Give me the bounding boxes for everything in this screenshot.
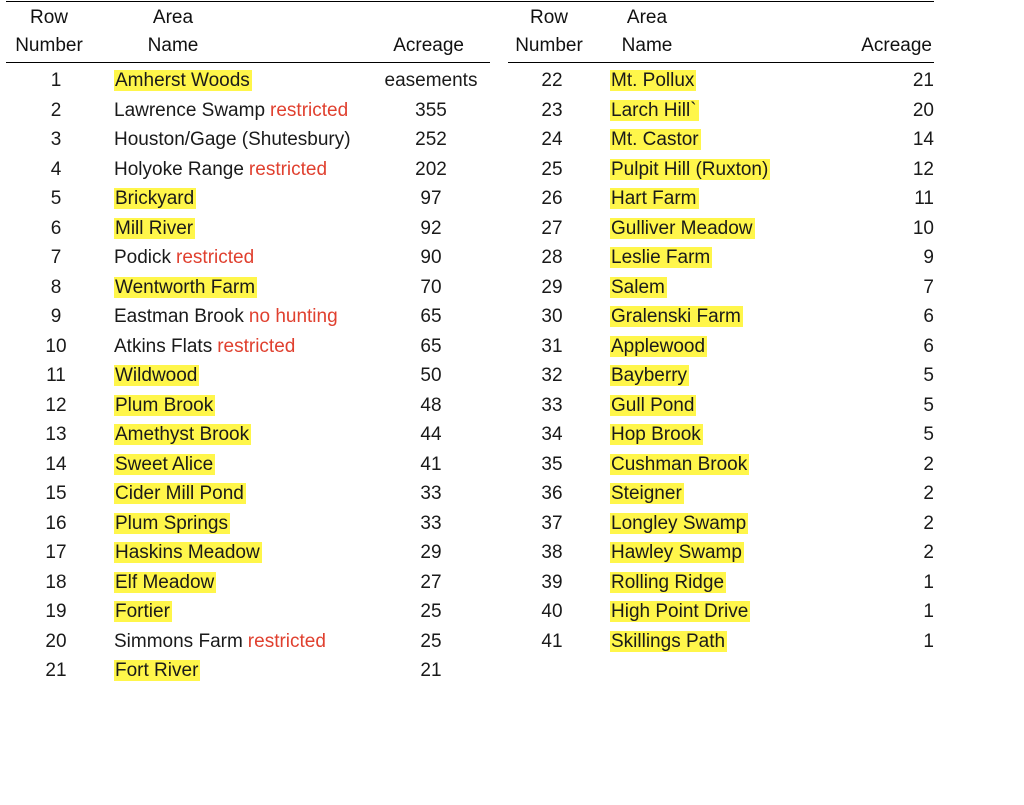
acreage-value: 97 (420, 188, 442, 209)
area-name-cell (610, 273, 667, 302)
table-row (0, 302, 934, 331)
header-rule-right (508, 62, 934, 63)
area-name: Sweet Alice (115, 453, 214, 475)
table-row (0, 125, 934, 154)
row-number: 29 (541, 276, 563, 298)
area-name: Mt. Pollux (611, 70, 695, 91)
area-name: Lawrence Swamp (114, 99, 266, 121)
area-name: Wentworth Farm (115, 276, 256, 298)
acreage-value: 21 (912, 70, 934, 91)
row-number: 11 (46, 365, 66, 386)
table-row (0, 66, 934, 95)
row-header-line1: Row (29, 7, 68, 28)
area-name: Cider Mill Pond (115, 483, 244, 504)
area-header-line2: Name (621, 35, 673, 56)
acreage-value: 202 (415, 158, 447, 180)
area-name: Amherst Woods (115, 70, 250, 91)
row-number: 22 (541, 70, 563, 91)
area-header-line1: Area (152, 7, 194, 28)
table-row (0, 420, 934, 449)
restriction-tag: no hunting (248, 306, 338, 327)
acreage-value: 20 (912, 99, 934, 121)
area-name: Plum Brook (115, 394, 214, 416)
row-number: 31 (541, 335, 563, 357)
row-number: 17 (45, 542, 67, 563)
row-number: 16 (45, 512, 67, 534)
left-acreage-header (360, 32, 464, 60)
area-name: Podick (114, 247, 172, 268)
acreage-value: 25 (420, 630, 442, 652)
acreage-header-label: Acreage (393, 35, 464, 56)
row-number: 18 (45, 571, 67, 593)
area-name-cell (114, 656, 200, 685)
area-name: Applewood (611, 335, 706, 357)
header-rule-left (6, 62, 490, 63)
row-number: 14 (45, 453, 67, 475)
restriction-tag: restricted (247, 630, 326, 652)
acreage-value: 48 (420, 394, 442, 416)
acreage-value: 12 (912, 158, 934, 180)
right-acreage-header (826, 32, 932, 60)
left-area-name-header (130, 4, 216, 60)
acreage-value: 21 (420, 660, 442, 681)
area-name: Pulpit Hill (Ruxton) (611, 158, 769, 180)
acreage-value: 33 (420, 512, 442, 534)
row-number: 12 (45, 394, 67, 416)
acreage-value: 14 (912, 129, 934, 150)
row-number: 41 (541, 630, 563, 652)
area-name: Brickyard (115, 188, 195, 209)
table-row (0, 627, 934, 656)
table-row (0, 568, 934, 597)
area-name-cell (610, 627, 727, 656)
row-number: 1 (50, 70, 62, 91)
row-number: 9 (50, 306, 62, 327)
acreage-value: 90 (420, 247, 442, 268)
area-name: Gull Pond (611, 394, 695, 416)
acreage-value: 9 (923, 247, 934, 268)
row-number: 24 (541, 129, 563, 150)
area-name: Mill River (115, 217, 194, 239)
table-row (0, 391, 934, 420)
row-number: 15 (45, 483, 67, 504)
acreage-value: 5 (923, 394, 934, 416)
acreage-value: 29 (420, 542, 442, 563)
row-number: 26 (541, 188, 563, 209)
row-number: 4 (50, 158, 62, 180)
row-number: 8 (50, 276, 62, 298)
area-name: Fortier (115, 601, 170, 622)
area-name: Skillings Path (611, 630, 726, 652)
area-name: Wildwood (115, 365, 198, 386)
row-number: 19 (45, 601, 67, 622)
acreage-value: 1 (923, 601, 934, 622)
row-number: 2 (50, 99, 62, 121)
table-row (0, 361, 934, 390)
area-name: Longley Swamp (611, 512, 747, 534)
row-number: 30 (541, 306, 563, 327)
area-name: Amethyst Brook (115, 424, 250, 445)
table-row (0, 450, 934, 479)
table-row (0, 214, 934, 243)
row-number: 25 (541, 158, 563, 180)
acreage-value: 50 (420, 365, 442, 386)
acreage-value: 2 (923, 453, 934, 475)
acreage-value: 33 (420, 483, 442, 504)
area-name: Simmons Farm (114, 630, 243, 652)
area-name: Plum Springs (115, 512, 228, 534)
acreage-value: 44 (420, 424, 442, 445)
right-row-number-header (510, 4, 588, 60)
restriction-tag: restricted (217, 335, 296, 357)
area-name-cell (610, 243, 712, 272)
row-number: 3 (50, 129, 62, 150)
row-header-line1: Row (529, 7, 568, 28)
row-number: 33 (541, 394, 563, 416)
table-row (0, 155, 934, 184)
area-name: Atkins Flats (114, 335, 213, 357)
area-name-cell (610, 538, 744, 567)
area-name-cell (610, 450, 749, 479)
area-name: Haskins Meadow (115, 542, 260, 563)
acreage-value: 65 (420, 335, 442, 357)
row-number: 13 (45, 424, 67, 445)
row-number: 35 (541, 453, 563, 475)
area-name-cell (610, 66, 696, 95)
acreage-value: 65 (420, 306, 442, 327)
area-name: Steigner (611, 483, 682, 504)
area-name-cell (610, 361, 689, 390)
area-name-cell (610, 568, 726, 597)
area-name: Fort River (115, 660, 199, 681)
acreage-value: 25 (420, 601, 442, 622)
area-name: Hart Farm (611, 188, 697, 209)
acreage-value: 2 (923, 512, 934, 534)
area-header-line2: Name (147, 35, 199, 56)
acreage-value: easements (384, 70, 478, 91)
row-number: 36 (541, 483, 563, 504)
area-name: Larch Hill` (611, 99, 697, 121)
row-number: 20 (45, 630, 67, 652)
area-name: Houston/Gage (Shutesbury) (114, 129, 351, 150)
area-name-cell (610, 391, 696, 420)
area-name-cell (610, 214, 755, 243)
left-row-number-header (6, 4, 92, 60)
area-name: Salem (611, 276, 665, 298)
row-number: 6 (50, 217, 62, 239)
acreage-value: 92 (420, 217, 442, 239)
row-header-line2: Number (515, 35, 583, 56)
table-row (0, 538, 934, 567)
area-name: Cushman Brook (611, 453, 748, 475)
acreage-value: 1 (923, 630, 934, 652)
table-top-rule (6, 1, 934, 2)
area-name: Elf Meadow (115, 571, 215, 593)
table-row (0, 479, 934, 508)
row-number: 23 (541, 99, 563, 121)
area-name-cell (610, 332, 707, 361)
table-row (0, 184, 934, 213)
acreage-value: 70 (420, 276, 442, 298)
right-area-name-header (604, 4, 690, 60)
table-row (0, 273, 934, 302)
restriction-tag: restricted (270, 99, 349, 121)
area-name-cell (610, 420, 703, 449)
acreage-value: 6 (923, 335, 934, 357)
area-name: Gralenski Farm (611, 306, 741, 327)
area-name-cell (610, 597, 750, 626)
area-name: High Point Drive (611, 601, 749, 622)
acreage-value: 10 (912, 217, 934, 239)
table-row (0, 597, 934, 626)
acreage-value: 27 (420, 571, 442, 593)
row-number: 10 (45, 335, 67, 357)
row-number: 32 (541, 365, 563, 386)
area-name: Hawley Swamp (611, 542, 742, 563)
area-name-cell (610, 155, 770, 184)
area-name: Bayberry (611, 365, 688, 386)
row-number: 38 (541, 542, 563, 563)
acreage-value: 2 (923, 483, 934, 504)
acreage-header-label: Acreage (861, 35, 932, 56)
area-name: Leslie Farm (611, 247, 711, 268)
row-number: 28 (541, 247, 563, 268)
acreage-value: 5 (923, 424, 934, 445)
row-header-line2: Number (15, 35, 83, 56)
row-number: 21 (45, 660, 67, 681)
area-name: Mt. Castor (611, 129, 699, 150)
area-header-line1: Area (626, 7, 668, 28)
acreage-value: 6 (923, 306, 934, 327)
row-number: 34 (541, 424, 563, 445)
row-number: 37 (541, 512, 563, 534)
area-name-cell (610, 125, 701, 154)
area-name: Rolling Ridge (611, 571, 725, 593)
acreage-value: 11 (914, 188, 934, 209)
area-name: Holyoke Range (114, 158, 244, 180)
restriction-tag: restricted (176, 247, 255, 268)
acreage-value: 2 (923, 542, 934, 563)
acreage-value: 1 (923, 571, 934, 593)
table-row (0, 332, 934, 361)
area-name-cell (610, 479, 684, 508)
area-name-cell (610, 96, 699, 125)
acreage-value: 5 (923, 365, 934, 386)
area-name-cell (610, 184, 699, 213)
area-name: Eastman Brook (114, 306, 244, 327)
table-row (0, 656, 500, 685)
row-number: 39 (541, 571, 563, 593)
acreage-value: 355 (415, 99, 447, 121)
acreage-value: 41 (420, 453, 442, 475)
table-row (0, 509, 934, 538)
acreage-value: 252 (415, 129, 447, 150)
row-number: 5 (50, 188, 62, 209)
area-name-cell (610, 509, 748, 538)
restriction-tag: restricted (248, 158, 328, 180)
row-number: 7 (50, 247, 62, 268)
area-name: Gulliver Meadow (611, 217, 753, 239)
row-number: 40 (541, 601, 563, 622)
acreage-value: 7 (923, 276, 934, 298)
table-row (0, 96, 934, 125)
area-name: Hop Brook (611, 424, 701, 445)
table-row (0, 243, 934, 272)
area-name-cell (610, 302, 743, 331)
row-number: 27 (541, 217, 563, 239)
